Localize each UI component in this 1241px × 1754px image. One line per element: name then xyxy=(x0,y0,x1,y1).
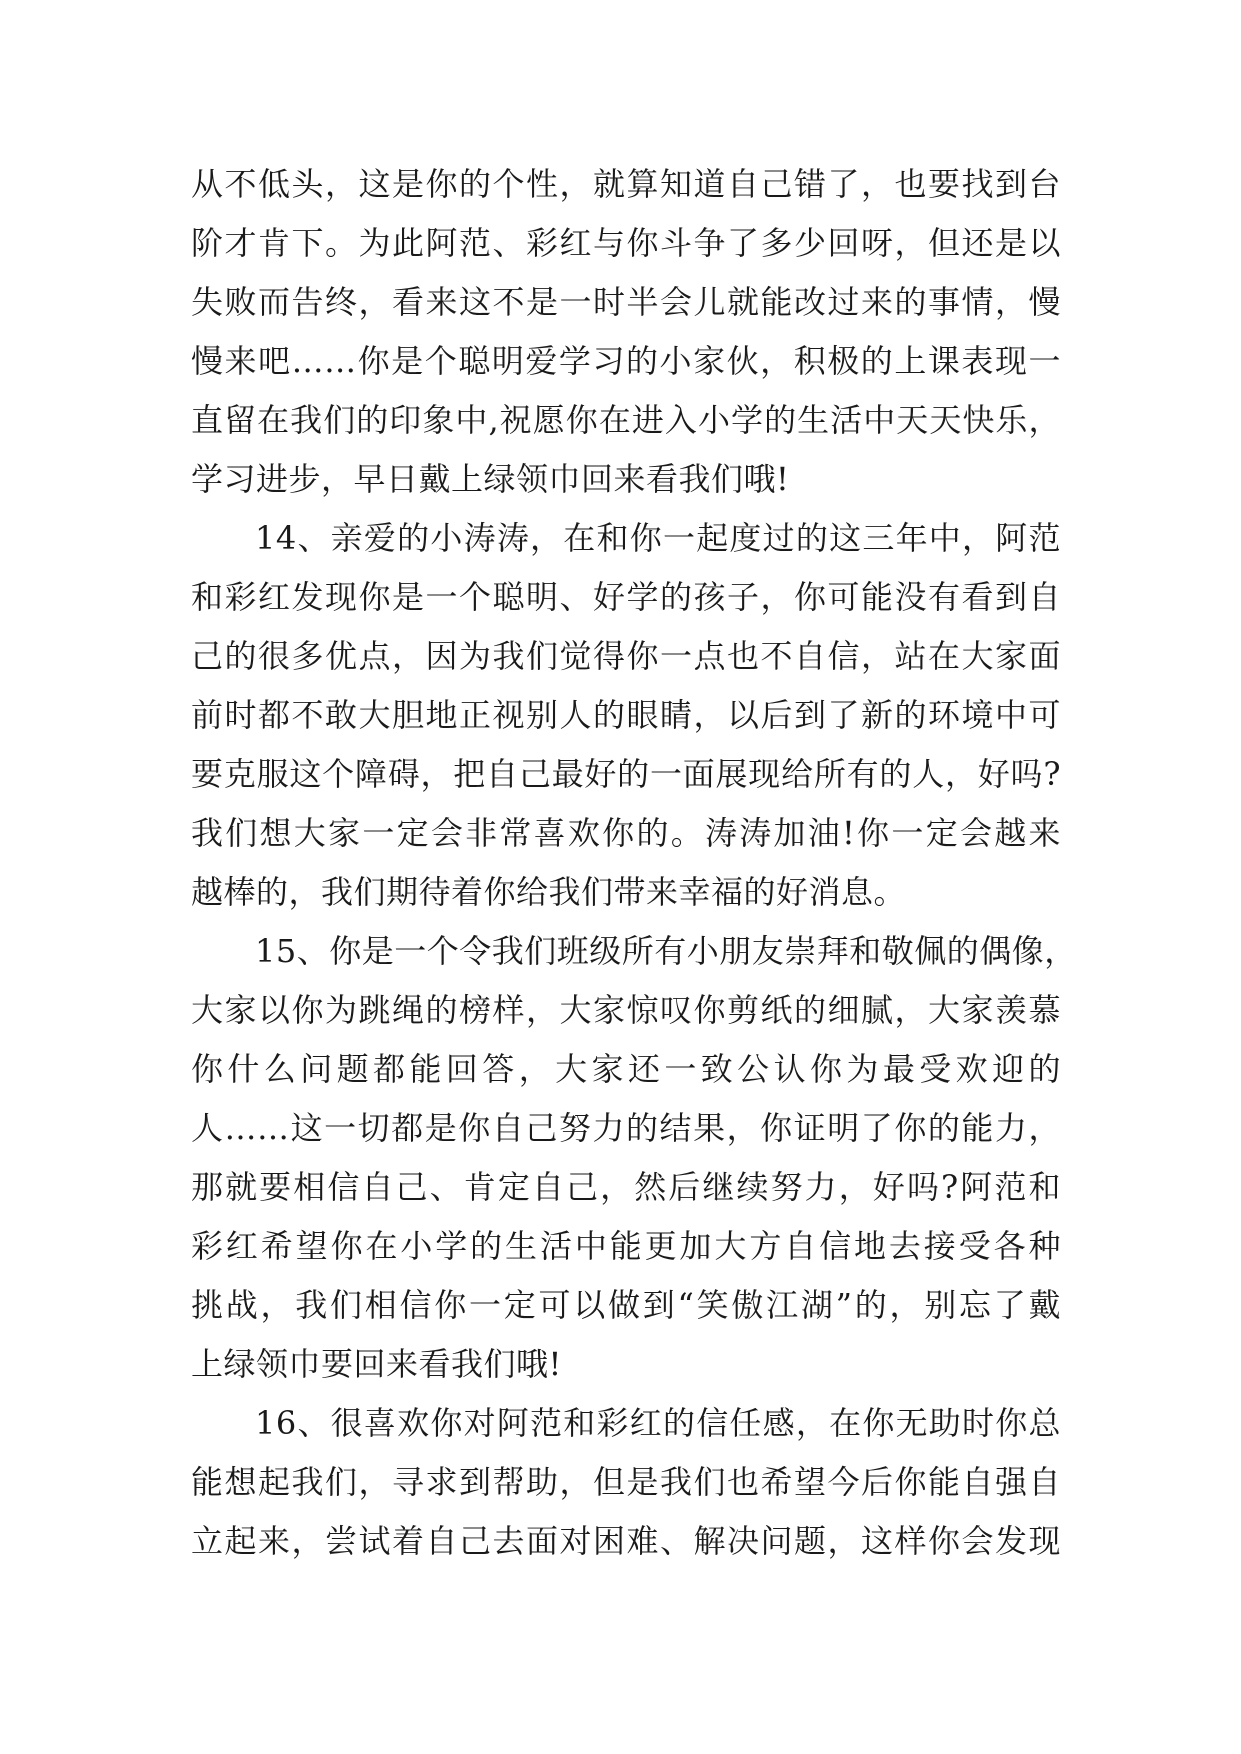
text-line: 己的很多优点，因为我们觉得你一点也不自信，站在大家面 xyxy=(191,637,1061,675)
text-line: 我们想大家一定会非常喜欢你的。涛涛加油!你一定会越来 xyxy=(191,814,1061,852)
text-line: 学习进步，早日戴上绿领巾回来看我们哦! xyxy=(191,460,790,498)
paragraph-start-line: 16、很喜欢你对阿范和彩红的信任感，在你无助时你总 xyxy=(255,1404,1061,1442)
text-line: 直留在我们的印象中,祝愿你在进入小学的生活中天天快乐， xyxy=(191,401,1061,439)
paragraph-start-line: 15、你是一个令我们班级所有小朋友崇拜和敬佩的偶像， xyxy=(255,932,1077,970)
text-line: 前时都不敢大胆地正视别人的眼睛，以后到了新的环境中可 xyxy=(191,696,1061,734)
text-line: 挑战，我们相信你一定可以做到“笑傲江湖”的，别忘了戴 xyxy=(191,1286,1061,1324)
text-line: 上绿领巾要回来看我们哦! xyxy=(191,1345,562,1383)
text-line: 能想起我们，寻求到帮助，但是我们也希望今后你能自强自 xyxy=(191,1463,1061,1501)
text-line: 大家以你为跳绳的榜样，大家惊叹你剪纸的细腻，大家羡慕 xyxy=(191,991,1061,1029)
text-line: 那就要相信自己、肯定自己，然后继续努力，好吗?阿范和 xyxy=(191,1168,1061,1206)
body-text xyxy=(191,155,1077,1571)
text-line: 你什么问题都能回答，大家还一致公认你为最受欢迎的 xyxy=(191,1050,1061,1088)
text-line: 立起来，尝试着自己去面对困难、解决问题，这样你会发现 xyxy=(191,1522,1061,1560)
text-line: 慢来吧……你是个聪明爱学习的小家伙，积极的上课表现一 xyxy=(191,342,1061,380)
text-line: 越棒的，我们期待着你给我们带来幸福的好消息。 xyxy=(191,873,907,911)
text-line: 彩红希望你在小学的生活中能更加大方自信地去接受各种 xyxy=(191,1227,1061,1265)
text-line: 阶才肯下。为此阿范、彩红与你斗争了多少回呀，但还是以 xyxy=(191,224,1061,262)
text-line: 和彩红发现你是一个聪明、好学的孩子，你可能没有看到自 xyxy=(191,578,1061,616)
text-line: 要克服这个障碍，把自己最好的一面展现给所有的人，好吗? xyxy=(191,755,1061,793)
text-line: 人……这一切都是你自己努力的结果，你证明了你的能力， xyxy=(191,1109,1061,1147)
text-line: 从不低头，这是你的个性，就算知道自己错了，也要找到台 xyxy=(191,165,1061,203)
paragraph-start-line: 14、亲爱的小涛涛，在和你一起度过的这三年中，阿范 xyxy=(255,519,1061,557)
text-line: 失败而告终，看来这不是一时半会儿就能改过来的事情，慢 xyxy=(191,283,1061,321)
